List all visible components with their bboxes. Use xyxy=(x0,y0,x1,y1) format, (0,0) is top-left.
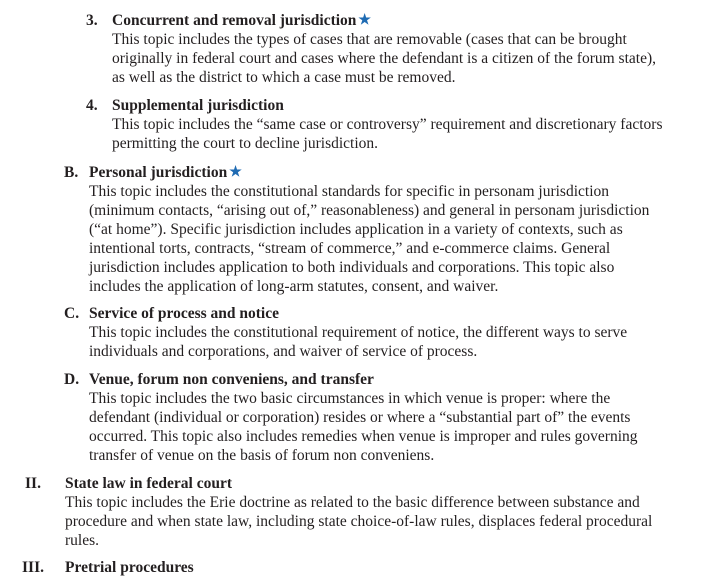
item-3-heading xyxy=(112,11,371,31)
item-iii-title: Pretrial procedures xyxy=(65,559,194,576)
item-b-number: B. xyxy=(64,164,79,181)
item-3-number: 3. xyxy=(86,12,98,29)
item-b-description: This topic includes the constitutional standards for specific in personam jurisdiction (minimum contacts, “arising out of,” reasonableness) and general in personam jurisdiction (“at home”). Specific jurisdiction includes application in a variety of contexts, such as intentional torts, contracts, “stream of commerce,” and e-commerce claims. General jurisdiction includes application to both individuals and corporations. This topic also includes the application of long-arm statutes, consent, and waiver. xyxy=(89,183,650,295)
item-3-title: Concurrent and removal jurisdiction xyxy=(112,12,357,29)
item-ii-title: State law in federal court xyxy=(65,475,233,492)
item-ii-description: This topic includes the Erie doctrine as related to the basic difference between substance and procedure and when state law, including state choice-of-law rules, displaces federal procedural rules. xyxy=(65,494,653,549)
item-b-heading xyxy=(89,163,242,183)
item-c-description: This topic includes the constitutional requirement of notice, the different ways to serve individuals and corporations, and waiver of service of process. xyxy=(89,324,628,360)
item-3-description: This topic includes the types of cases that are removable (cases that can be brought originally in federal court and cases where the defendant is a citizen of the forum state), as well as the district to which a case must be removed. xyxy=(112,31,656,86)
item-d-number: D. xyxy=(64,371,80,388)
item-iii-number: III. xyxy=(22,559,44,576)
item-c-title: Service of process and notice xyxy=(89,305,279,322)
item-d-title: Venue, forum non conveniens, and transfer xyxy=(89,371,374,388)
star-icon: ★ xyxy=(358,13,371,28)
item-4-description: This topic includes the “same case or controversy” requirement and discretionary factors permitting the court to decline jurisdiction. xyxy=(112,116,663,152)
item-b-title: Personal jurisdiction xyxy=(89,164,228,181)
item-4-number: 4. xyxy=(86,97,98,114)
star-icon: ★ xyxy=(229,165,242,180)
item-d-description: This topic includes the two basic circumstances in which venue is proper: where the defendant (individual or corporation) resides or where a “substantial part of” the events occurred. This topic also includes remedies when venue is improper and rules governing transfer of venue on the basis of forum non conveniens. xyxy=(89,390,638,464)
item-c-number: C. xyxy=(64,305,80,322)
item-4-title: Supplemental jurisdiction xyxy=(112,97,284,114)
item-ii-number: II. xyxy=(25,475,41,492)
